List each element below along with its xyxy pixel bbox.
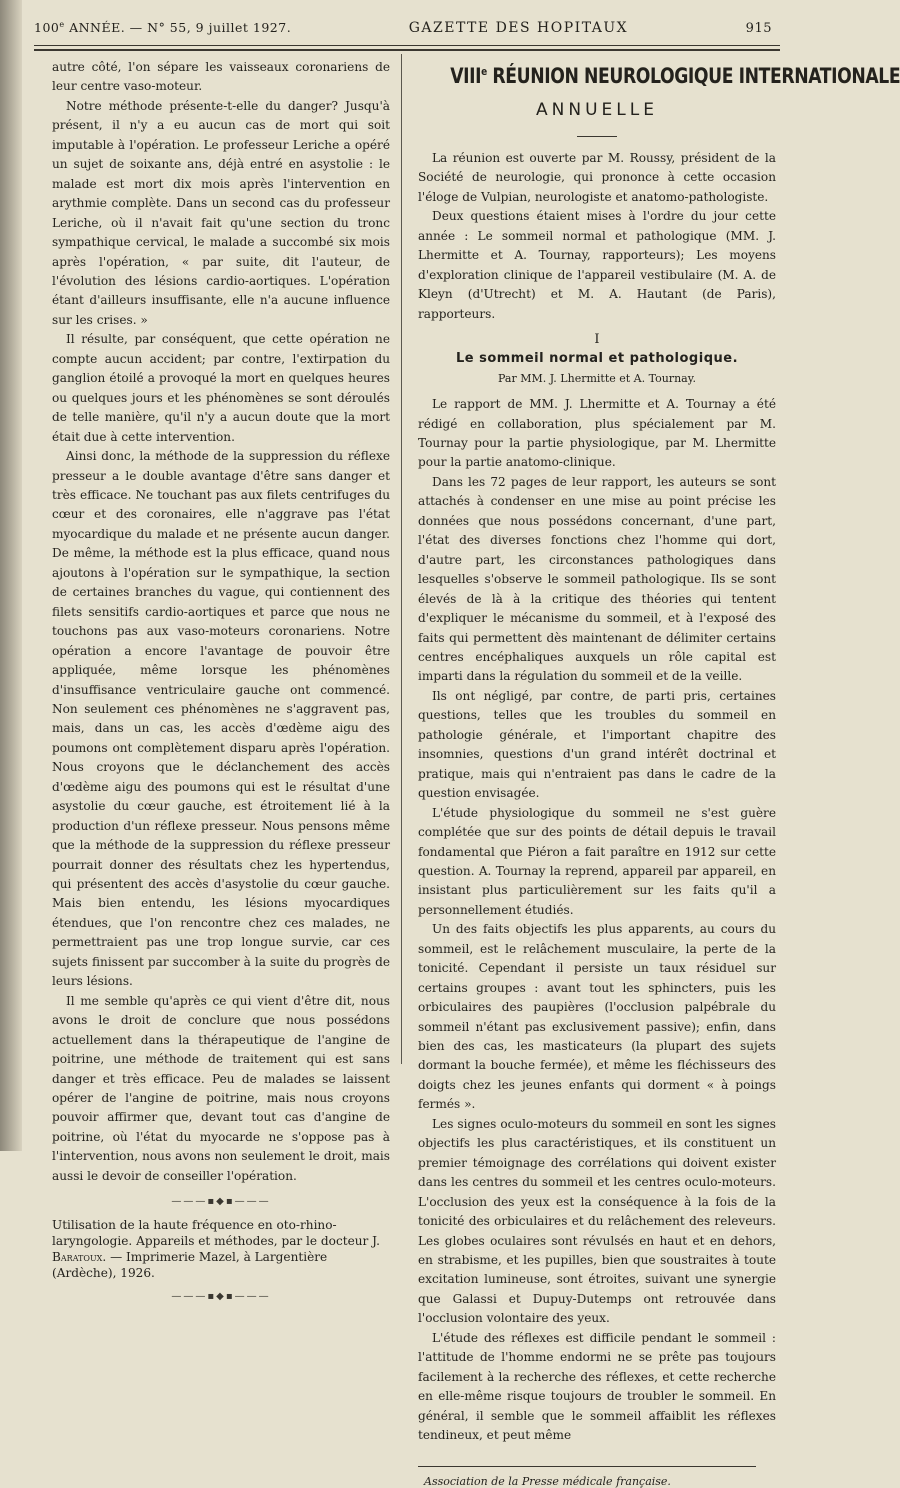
footer-rule	[418, 1466, 756, 1467]
article-subtitle: ANNUELLE	[536, 100, 658, 120]
paragraph: Notre méthode présente-t-elle du danger? Jusqu'à présent, il n'y a eu aucun cas de mort qui soit imputable à l'opération. Le professeur Leriche a opéré un sujet de soixante ans, déjà entré en asystolie : le malade est mort dix mois après l'intervention en arythmie complète. Dans un second cas du professeur Leriche, où il n'avait fait qu'une section du tronc sympathique cervical, le malade a succombé six mois après l'opération, « par suite, dit l'auteur, de l'évolution des lésions cardio-aortiques. L'opération étant d'ailleurs insuffisante, elle n'a aucune influence sur les crises. »	[52, 98, 390, 327]
paragraph: L'étude physiologique du sommeil ne s'est guère complétée que sur des points de détail depuis le travail fondamental que Piéron a fait paraître en 1912 sur cette question. A. Tournay la reprend, appareil par appareil, en insistant plus particulièrement sur les faits qu'il a personnellement étudiés.	[418, 805, 776, 917]
title-rule	[577, 136, 617, 137]
paragraph: Dans les 72 pages de leur rapport, les auteurs se sont attachés à condenser en une mise au point précise les données que nous possédons concernant, d'une part, l'état des diverses fonctions chez l'homme qui dort, d'autre part, les circonstances pathologiques dans lesquelles s'observe le sommeil pathologique. Ils se sont élevés de là à la critique des théories qui tentent d'expliquer le mécanisme du sommeil, et à l'exposé des faits qui permettent dès maintenant de délimiter certains centres encéphaliques auxquels un rôle capital est imparti dans la régulation du sommeil et de la veille.	[418, 474, 776, 684]
footer-credit: Association de la Presse médicale française.	[424, 1474, 671, 1488]
paragraph: Le rapport de MM. J. Lhermitte et A. Tournay a été rédigé en collaboration, plus spécialement par M. Tournay pour la partie physiologique, par M. Lhermitte pour la partie anatomo-clinique.	[418, 397, 776, 470]
issue-info: 100e ANNÉE. — N° 55, 9 juillet 1927.	[34, 20, 292, 36]
paragraph: Il me semble qu'après ce qui vient d'être dit, nous avons le droit de conclure que nous possédons actuellement dans la thérapeutique de l'angine de poitrine, une méthode de traitement qui est sans danger et très efficace. Peu de malades se laissent opérer de l'angine de poitrine, mais nous croyons pouvoir affirmer que, devant tout cas d'angine de poitrine, où l'état du myocarde ne s'oppose pas à l'intervention, nous avons non seulement le droit, mais aussi le devoir de conseiller l'opération.	[52, 993, 390, 1183]
byline: Par MM. J. Lhermitte et A. Tournay.	[498, 372, 696, 386]
section-title: Le sommeil normal et pathologique.	[455, 351, 739, 367]
bib-title: Utilisation de la haute fréquence en oto-rhino-laryngologie. Appareils et méthodes,	[52, 1218, 337, 1249]
header-rule	[34, 45, 780, 46]
page-header	[34, 20, 772, 42]
ornament-divider: ———▪◆▪———	[171, 1291, 271, 1303]
paragraph: La réunion est ouverte par M. Roussy, président de la Société de neurologie, qui prononce à cette occasion l'éloge de Vulpian, neurologiste et anatomo-pathologiste.	[418, 151, 776, 204]
paragraph: autre côté, l'on sépare les vaisseaux coronariens de leur centre vaso-moteur.	[52, 60, 390, 94]
bibliography-note: Utilisation de la haute fréquence en oto-rhino-laryngologie. Appareils et méthodes, par le docteur J. Baratoux. — Imprimerie Mazel, à Largentière (Ardèche), 1926.	[52, 1218, 380, 1281]
article-title: VIIIe RÉUNION NEUROLOGIQUE INTERNATIONALE	[450, 64, 900, 88]
paragraph: Ainsi donc, la méthode de la suppression du réflexe presseur a le double avantage d'être sans danger et très efficace. Ne touchant pas aux filets centrifuges du cœur et des coronaires, elle n'aggrave pas l'état myocardique du malade et ne présente aucun danger. De même, la méthode est la plus efficace, quand nous ajoutons à l'opération sur le sympathique, la section de certaines branches du vague, qui contiennent des filets sensitifs cardio-aortiques et parce que nous ne touchons pas aux vaso-moteurs coronariens. Notre opération a encore l'avantage de pouvoir être appliquée, même lorsque les phénomènes d'insuffisance ventriculaire gauche ont commencé. Non seulement ces phénomènes ne s'aggravent pas, mais, dans un cas, les accès d'œdème aigu des poumons ont complètement disparu après l'opération. Nous croyons que le déclanchement des accès d'œdème aigu des poumons qui est le résultat d'une asystolie du cœur gauche, est étroitement lié à la production d'un réflexe presseur. Nous pensons même que la méthode de la suppression du réflexe presseur pourrait donner des résultats chez les hypertendus, qui présentent des accès d'asystolie du cœur gauche. Mais bien entendu, les lésions myocardiques étendues, que l'on rencontre chez ces malades, ne permettraient pas une trop longue survie, car ces sujets finissent par succomber à la suite du progrès de leurs lésions.	[52, 449, 390, 989]
bib-author: J. Baratoux	[52, 1234, 380, 1265]
page-binding-edge	[0, 0, 22, 1151]
paragraph: Deux questions étaient mises à l'ordre du jour cette année : Le sommeil normal et pathologique (MM. J. Lhermitte et A. Tournay, rapporteurs); Les moyens d'exploration clinique de l'appareil vestibulaire (M. A. de Kleyn (d'Utrecht) et M. A. Hautant (de Paris), rapporteurs.	[418, 209, 776, 321]
column-divider	[401, 54, 402, 1064]
paragraph: Ils ont négligé, par contre, de parti pris, certaines questions, telles que les troubles du sommeil en pathologie générale, et l'important chapitre des insomnies, questions d'un grand intérêt doctrinal et pratique, mais qui n'entraient pas dans le cadre de la question envisagée.	[418, 688, 776, 801]
journal-name: GAZETTE DES HOPITAUX	[408, 20, 629, 37]
page-number: 915	[745, 21, 772, 37]
ornament-divider: ———▪◆▪———	[171, 1196, 271, 1208]
left-column	[52, 58, 390, 1312]
section-number: I	[594, 332, 600, 348]
paragraph: Il résulte, par conséquent, que cette opération ne compte aucun accident; par contre, l'extirpation du ganglion étoilé a provoqué la mort en quelques heures ou quelques jours et les phénomènes se sont déroulés de telle manière, qu'il n'y a aucun doute que la mort était due à cette intervention.	[52, 332, 390, 444]
right-column	[418, 58, 900, 1488]
paragraph: L'étude des réflexes est difficile pendant le sommeil : l'attitude de l'homme endormi ne se prête pas toujours facilement à la recherche des réflexes, et cette recherche en elle-même risque toujours de troubler le sommeil. En général, il semble que le sommeil affaiblit les réflexes tendineux, et peut même	[418, 1330, 776, 1443]
paragraph: Les signes oculo-moteurs du sommeil en sont les signes objectifs les plus caractéristiques, et ils constituent un premier témoignage des corrélations qui doivent exister dans les centres du sommeil et les centres oculo-moteurs. L'occlusion des yeux est la conséquence à la fois de la tonicité des orbiculaires et du relâchement des releveurs. Les globes oculaires sont révulsés en haut et en dehors, en strabisme, et les pupilles, bien que soustraites à toute excitation lumineuse, sont étroites, suivant une synergie que Galassi et Dupuy-Dutemps ont retrouvée dans l'occlusion volontaire des yeux.	[418, 1116, 776, 1326]
paragraph: Un des faits objectifs les plus apparents, au cours du sommeil, est le relâchement musculaire, la perte de la tonicité. Cependant il persiste un taux résiduel sur certains groupes : avant tout les sphincters, puis les orbiculaires des paupières (l'occlusion palpébrale du sommeil n'étant pas exclusivement passive); enfin, dans bien des cas, les masticateurs (la plupart des sujets dormant la bouche fermée), et même les fléchisseurs des doigts chez les jeunes enfants qui dorment « à poings fermés ».	[418, 922, 776, 1112]
header-rule-thick	[34, 49, 780, 51]
